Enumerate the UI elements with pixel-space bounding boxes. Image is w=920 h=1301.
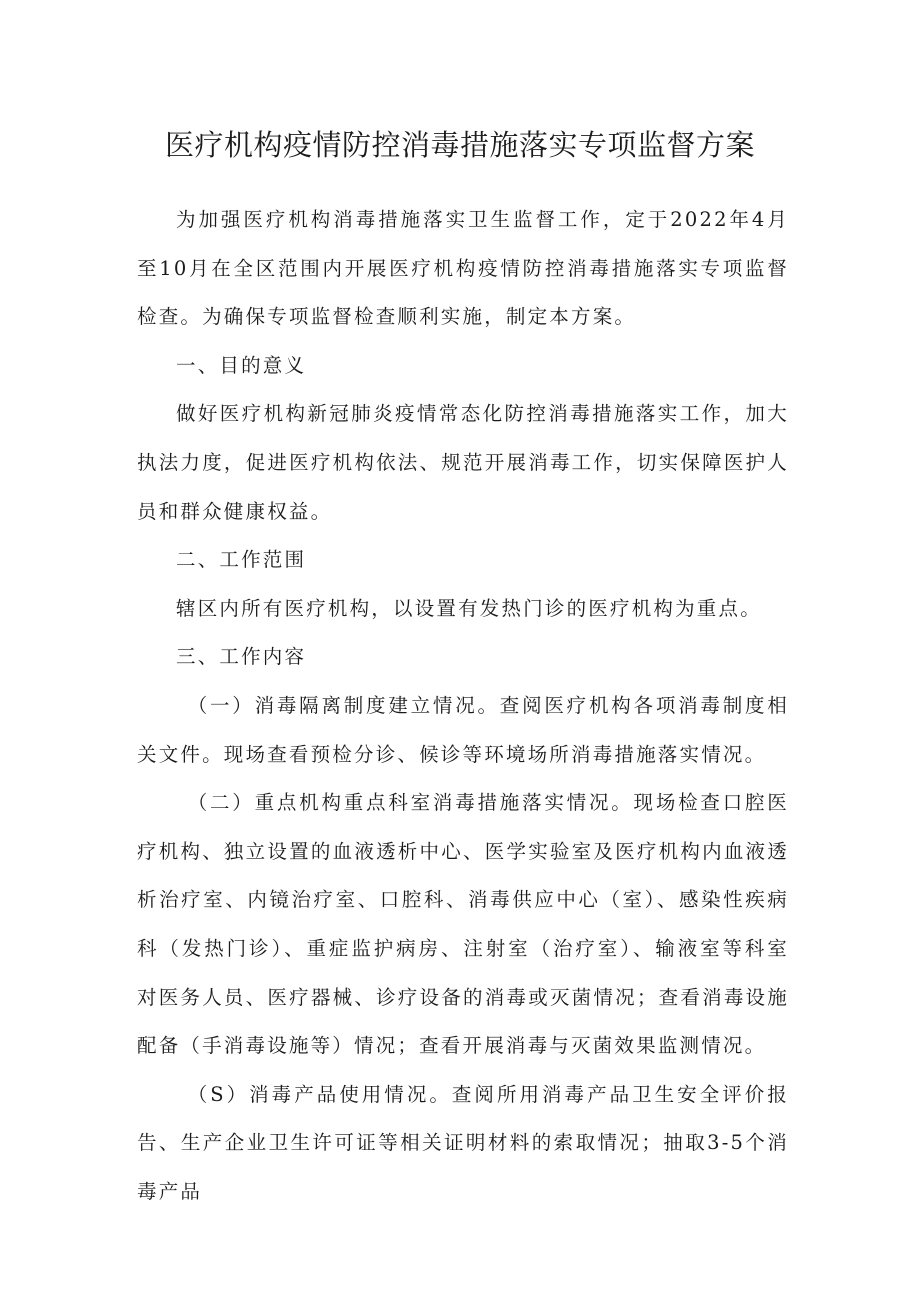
section-heading-purpose: 一、目的意义 <box>176 353 307 377</box>
document-title: 医疗机构疫情防控消毒措施落实专项监督方案 <box>164 128 755 162</box>
purpose-paragraph: 做好医疗机构新冠肺炎疫情常态化防控消毒措施落实工作，加大执法力度，促进医疗机构依法、规范开展消毒工作，切实保障医护人员和群众健康权益。 <box>137 402 789 523</box>
content-item-1: （一）消毒隔离制度建立情况。查阅医疗机构各项消毒制度相关文件。现场查看预检分诊、候诊等环境场所消毒措施落实情况。 <box>137 693 789 766</box>
document-body <box>137 196 789 1216</box>
section-heading-scope: 二、工作范围 <box>176 548 307 572</box>
content-item-2: （二）重点机构重点科室消毒措施落实情况。现场检查口腔医疗机构、独立设置的血液透析中心、医学实验室及医疗机构内血液透析治疗室、内镜治疗室、口腔科、消毒供应中心（室）、感染性疾病科（发热门诊）、重症监护病房、注射室（治疗室）、输液室等科室对医务人员、医疗器械、诊疗设备的消毒或灭菌情况；查看消毒设施配备（手消毒设施等）情况；查看开展消毒与灭菌效果监测情况。 <box>137 791 789 1058</box>
content-item-3: （S）消毒产品使用情况。查阅所用消毒产品卫生安全评价报告、生产企业卫生许可证等相关证明材料的索取情况；抽取3-5个消毒产品 <box>137 1082 789 1203</box>
scope-paragraph: 辖区内所有医疗机构，以设置有发热门诊的医疗机构为重点。 <box>176 596 762 620</box>
intro-paragraph: 为加强医疗机构消毒措施落实卫生监督工作，定于2022年4月至10月在全区范围内开展医疗机构疫情防控消毒措施落实专项监督检查。为确保专项监督检查顺利实施，制定本方案。 <box>137 208 789 329</box>
section-heading-content: 三、工作内容 <box>176 645 307 669</box>
